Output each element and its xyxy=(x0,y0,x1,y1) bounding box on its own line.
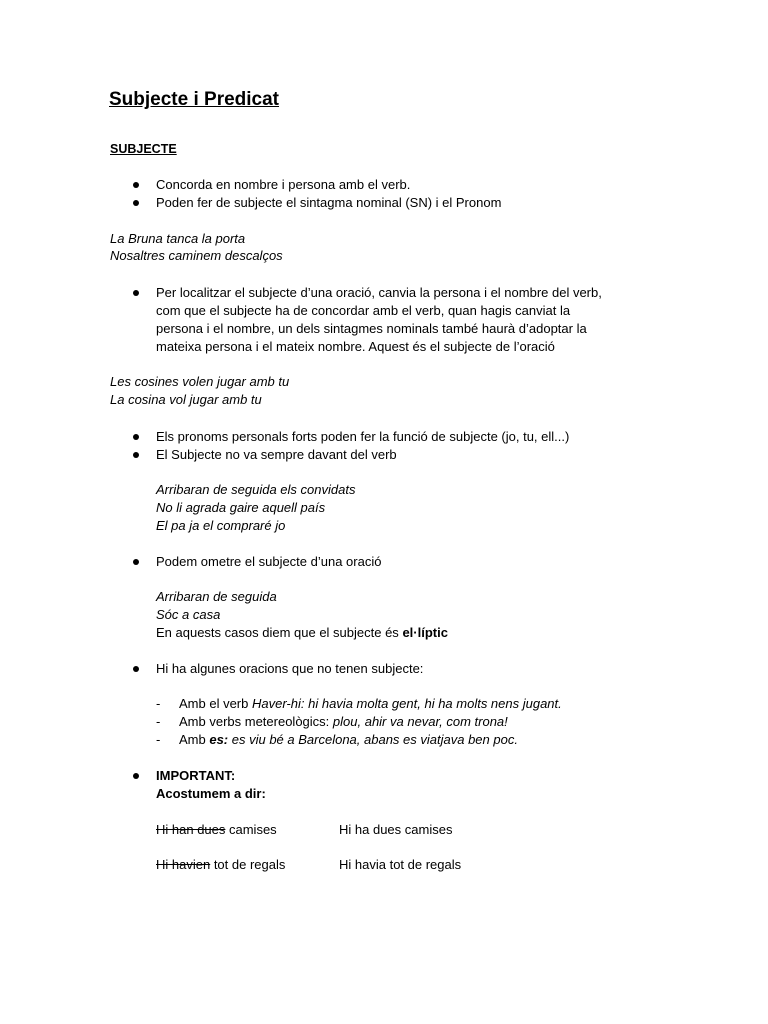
dash-plain: Amb xyxy=(179,732,210,747)
bullet-dot xyxy=(133,434,139,440)
dash-marker: - xyxy=(156,732,161,747)
bullet-item-line: com que el subjecte ha de concordar amb el verb, quan hagis canviat la xyxy=(156,303,571,318)
bullet-dot xyxy=(133,200,139,206)
important-label: IMPORTANT: xyxy=(156,768,236,783)
example-sentence: Arribaran de seguida xyxy=(156,589,277,604)
elliptic-note xyxy=(156,624,448,642)
important-subtitle: Acostumem a dir: xyxy=(156,786,266,801)
dash-bold: es: xyxy=(209,732,229,747)
dash-plain: Amb el verb xyxy=(179,696,252,711)
dash-italic: Haver-hi: xyxy=(251,696,305,711)
elliptic-term: el·líptic xyxy=(402,625,448,640)
bullet-item-line: persona i el nombre, un dels sintagmes nominals també haurà d’adoptar la xyxy=(156,321,587,336)
dash-item xyxy=(179,695,562,713)
bullet-item-line: mateixa persona i el mateix nombre. Aquest és el subjecte de l’oració xyxy=(156,339,555,354)
bullet-item: Hi ha algunes oracions que no tenen subjecte: xyxy=(156,661,424,676)
example-sentence: Arribaran de seguida els convidats xyxy=(156,482,356,497)
dash-marker: - xyxy=(156,696,161,711)
dash-italic: es viu bé a Barcelona, abans es viatjava ben poc. xyxy=(228,732,518,747)
bullet-dot xyxy=(133,182,139,188)
example-sentence: Les cosines volen jugar amb tu xyxy=(110,374,290,389)
bullet-dot xyxy=(133,559,139,565)
example-sentence: Sóc a casa xyxy=(156,607,221,622)
bullet-item: Els pronoms personals forts poden fer la funció de subjecte (jo, tu, ell...) xyxy=(156,429,570,444)
dash-plain: Amb verbs metereològics: xyxy=(179,714,333,729)
example-sentence: No li agrada gaire aquell país xyxy=(156,500,326,515)
dash-item xyxy=(179,731,518,749)
example-sentence: La cosina vol jugar amb tu xyxy=(110,392,262,407)
example-sentence: La Bruna tanca la porta xyxy=(110,231,246,246)
bullet-item-line: Per localitzar el subjecte d’una oració, canvia la persona i el nombre del verb, xyxy=(156,285,602,300)
bullet-dot xyxy=(133,452,139,458)
correct-form: Hi havia tot de regals xyxy=(339,857,462,872)
dash-item xyxy=(179,713,508,731)
elliptic-prefix: En aquests casos diem que el subjecte és xyxy=(156,625,403,640)
section-heading: SUBJECTE xyxy=(110,142,177,156)
correct-form: Hi ha dues camises xyxy=(339,822,453,837)
dash-marker: - xyxy=(156,714,161,729)
wrong-form xyxy=(156,856,285,874)
bullet-item: Podem ometre el subjecte d’una oració xyxy=(156,554,382,569)
page-title: Subjecte i Predicat xyxy=(109,89,280,110)
bullet-dot xyxy=(133,773,139,779)
dash-italic: plou, ahir va nevar, com trona! xyxy=(332,714,508,729)
wrong-form xyxy=(156,821,277,839)
bullet-item: Concorda en nombre i persona amb el verb. xyxy=(156,177,411,192)
bullet-item: Poden fer de subjecte el sintagma nominal (SN) i el Pronom xyxy=(156,195,502,210)
bullet-dot xyxy=(133,290,139,296)
example-sentence: El pa ja el compraré jo xyxy=(156,518,286,533)
wrong-rest: tot de regals xyxy=(210,857,286,872)
struck-text: Hi havien xyxy=(156,857,211,872)
bullet-dot xyxy=(133,666,139,672)
struck-text: Hi han dues xyxy=(156,822,226,837)
wrong-rest: camises xyxy=(225,822,277,837)
example-sentence: Nosaltres caminem descalços xyxy=(110,248,283,263)
bullet-item: El Subjecte no va sempre davant del verb xyxy=(156,447,397,462)
dash-italic: hi havia molta gent, hi ha molts nens jugant. xyxy=(304,696,562,711)
